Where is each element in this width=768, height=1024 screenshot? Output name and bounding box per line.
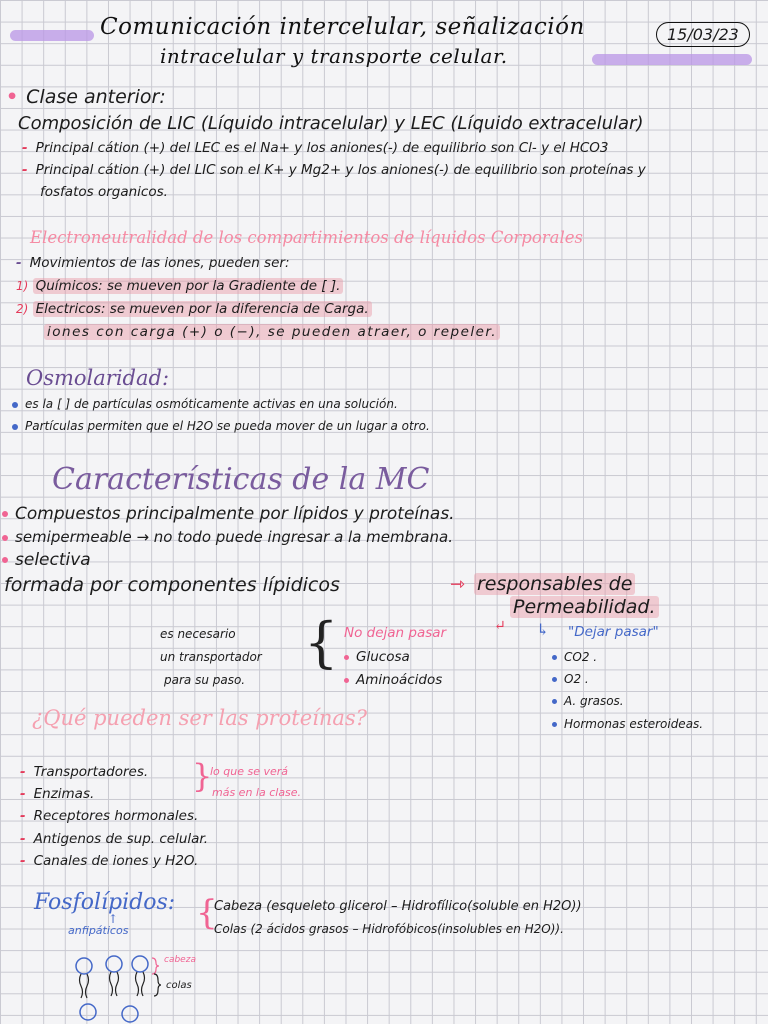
phospholipid-tail	[116, 972, 119, 996]
si-item: O2 .	[552, 672, 589, 686]
bullet-dash: •	[6, 86, 19, 108]
phospholipid-tail	[142, 972, 145, 996]
osmolaridad-item: es la [ ] de partículas osmóticamente activas en una solución.	[12, 397, 398, 411]
brace-icon: {	[304, 611, 339, 674]
section-heading-proteinas: ¿Qué pueden ser las proteínas?	[32, 706, 367, 730]
dejar-pasar-label: "Dejar pasar"	[568, 624, 659, 640]
lec-line: - Principal cátion (+) del LEC es el Na+ y los aniones(-) de equilibrio son Cl- y el HCO3	[22, 140, 609, 156]
si-item: Hormonas esteroideas.	[552, 717, 703, 731]
osmolaridad-item: Partículas permiten que el H2O se pueda mover de un lugar a otro.	[12, 419, 430, 433]
phospholipid-head	[106, 956, 122, 972]
si-item: CO2 .	[552, 650, 597, 664]
phospholipid-head	[132, 956, 148, 972]
label-colas: colas	[166, 980, 192, 991]
necesario-line2: un transportador	[160, 650, 262, 664]
section-heading-electroneutralidad: Electroneutralidad de los compartimientos de líquidos Corporales	[30, 228, 583, 247]
necesario-line1: es necesario	[160, 627, 236, 641]
mc-item: semipermeable → no todo puede ingresar a la membrana.	[2, 528, 453, 546]
formada-text: formada por componentes lípidicos	[4, 574, 340, 596]
necesario-line3: para su paso.	[164, 673, 246, 687]
phospholipid-tail	[110, 972, 113, 996]
label-cabeza: cabeza	[164, 955, 196, 965]
highlight-mark	[592, 54, 752, 65]
arrow-branch-icon: ↳	[536, 620, 550, 639]
iones-line: iones con carga (+) o (−), se pueden atraer, o repeler.	[44, 324, 500, 340]
permeabilidad-text: Permeabilidad.	[510, 596, 659, 618]
proteina-item: - Canales de iones y H2O.	[20, 853, 199, 869]
brace-icon: }	[192, 757, 213, 795]
electricos-line: 2) Electricos: se mueven por la diferencia de Carga.	[16, 301, 372, 317]
cabeza-text: Cabeza (esqueleto glicerol – Hidrofílico(soluble en H2O))	[214, 899, 582, 914]
phospholipid-diagram	[64, 950, 224, 1024]
section-heading-osmolaridad: Osmolaridad:	[26, 366, 170, 390]
quimicos-line: 1) Químicos: se mueven por la Gradiente de [ ].	[16, 278, 343, 294]
bullet-dot	[12, 402, 18, 408]
phospholipid-tail	[136, 972, 139, 996]
page-title-line1: Comunicación intercelular, señalización	[100, 14, 585, 40]
proteinas-note-line2: más en la clase.	[212, 786, 302, 799]
si-item: A. grasos.	[552, 694, 624, 708]
section-heading-clase-anterior: • Clase anterior:	[6, 86, 166, 108]
brace-icon: {	[196, 893, 218, 933]
mc-item: selectiva	[2, 550, 91, 570]
phospholipid-tail	[80, 974, 83, 998]
highlight-mark	[10, 30, 94, 41]
composicion-text: Composición de LIC (Líquido intracelular) y LEC (Líquido extracelular)	[18, 113, 644, 134]
responsables-text: responsables de	[474, 573, 635, 595]
bullet-dot	[12, 424, 18, 430]
arrow-up-icon: ↑	[108, 912, 119, 926]
brace-cabeza	[152, 958, 159, 974]
date-badge: 15/03/23	[656, 22, 750, 47]
no-item: Glucosa	[344, 649, 410, 665]
arrow-return-icon: ↵	[494, 618, 506, 634]
proteina-item: - Antigenos de sup. celular.	[20, 831, 209, 847]
proteinas-note-line1: lo que se verá	[210, 765, 289, 778]
phospholipid-head	[76, 958, 92, 974]
proteina-item: - Enzimas.	[20, 786, 95, 802]
section-heading-mc: Características de la MC	[52, 462, 430, 497]
movimientos-line: - Movimientos de las iones, pueden ser:	[16, 255, 290, 271]
page-title-line2: intracelular y transporte celular.	[160, 44, 508, 68]
fosfatos-line: fosfatos organicos.	[40, 184, 168, 200]
colas-text: Colas (2 ácidos grasos – Hidrofóbicos(insolubles en H2O)).	[214, 922, 564, 936]
arrow-icon: ⇾	[450, 574, 466, 595]
phospholipid-tail	[86, 974, 89, 998]
phospholipid-head	[122, 1006, 138, 1022]
anfipaticos-label: anfipáticos	[68, 924, 129, 937]
lic-line: - Principal cátion (+) del LIC son el K+ y Mg2+ y los aniones(-) de equilibrio son proteínas y	[22, 162, 646, 178]
proteina-item: - Receptores hormonales.	[20, 808, 199, 824]
no-dejan-pasar-label: No dejan pasar	[344, 625, 447, 641]
brace-colas	[154, 974, 161, 996]
proteina-item: - Transportadores.	[20, 764, 149, 780]
no-item: Aminoácidos	[344, 672, 442, 688]
phospholipid-head	[80, 1004, 96, 1020]
mc-item: Compuestos principalmente por lípidos y proteínas.	[2, 504, 455, 524]
section-heading-fosfolipidos: Fosfolípidos:	[34, 890, 176, 915]
